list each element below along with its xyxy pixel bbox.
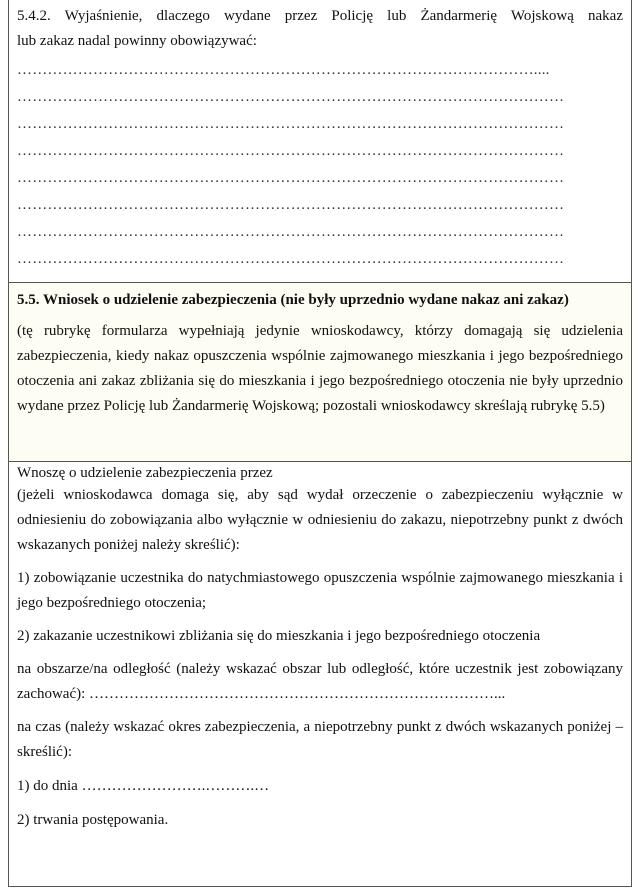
- explanation-label-line-2: lub zakaz nadal powinny obowiązywać:: [17, 33, 257, 49]
- dotted-line[interactable]: ………………………………………………………………………………………………: [17, 251, 565, 267]
- request-section: [9, 462, 631, 887]
- dotted-line[interactable]: ………………………………………………………………………………………………: [17, 116, 565, 132]
- until-date-field[interactable]: 1) do dnia …………………….……….…: [17, 778, 270, 794]
- form-page: [8, 0, 632, 887]
- area-distance-field[interactable]: na obszarze/na odległość (należy wskazać obszar lub odległość, które uczestnik jest zobowiązany zachować): ………………………………………………………………………...: [17, 661, 623, 702]
- dotted-line[interactable]: …………………………………………………………………………………………....: [17, 62, 550, 78]
- duration-of-proceedings[interactable]: 2) trwania postępowania.: [17, 812, 169, 828]
- section-5-5-instructions: (tę rubrykę formularza wypełniają jedynie wnioskodawcy, którzy domagają się udzielenia zabezpieczenia, kiedy nakaz opuszczenia wspólnie zajmowanego mieszkania i jego bezpośredniego otoczenia ani zakaz zbliżania się do mieszkania i jego bezpośredniego otoczenia nie były uprzednio wydane przez Policję lub Żandarmerię Wojskową; pozostali wnioskodawcy skreślają rubrykę 5.5): [17, 323, 623, 414]
- dotted-line[interactable]: ………………………………………………………………………………………………: [17, 143, 565, 159]
- dotted-line[interactable]: ………………………………………………………………………………………………: [17, 197, 565, 213]
- dotted-line[interactable]: ………………………………………………………………………………………………: [17, 224, 565, 240]
- request-intro: Wnoszę o udzielenie zabezpieczenia przez: [17, 465, 273, 481]
- explanation-label-line-1: 5.4.2. Wyjaśnienie, dlaczego wydane przez Policję lub Żandarmerię Wojskową nakaz: [17, 8, 623, 24]
- dotted-line[interactable]: ………………………………………………………………………………………………: [17, 170, 565, 186]
- request-point-1[interactable]: 1) zobowiązanie uczestnika do natychmiastowego opuszczenia wspólnie zajmowanego mieszkania i jego bezpośredniego otoczenia;: [17, 570, 623, 611]
- request-point-2[interactable]: 2) zakazanie uczestnikowi zbliżania się do mieszkania i jego bezpośredniego otoczenia: [17, 628, 541, 644]
- section-5-5: [9, 283, 631, 462]
- request-note: (jeżeli wnioskodawca domaga się, aby sąd wydał orzeczenie o zabezpieczeniu wyłącznie w odniesieniu do zobowiązania albo wyłącznie w odniesieniu do zakazu, niepotrzebny punkt z dwóch wskazanych poniżej należy skreślić):: [17, 487, 623, 553]
- section-5-4-2: [9, 0, 631, 283]
- time-period-label: na czas (należy wskazać okres zabezpieczenia, a niepotrzebny punkt z dwóch wskazanych poniżej – skreślić):: [17, 719, 623, 760]
- dotted-line[interactable]: ………………………………………………………………………………………………: [17, 89, 565, 105]
- section-5-5-heading: 5.5. Wniosek o udzielenie zabezpieczenia (nie były uprzednio wydane nakaz ani zakaz): [17, 292, 569, 308]
